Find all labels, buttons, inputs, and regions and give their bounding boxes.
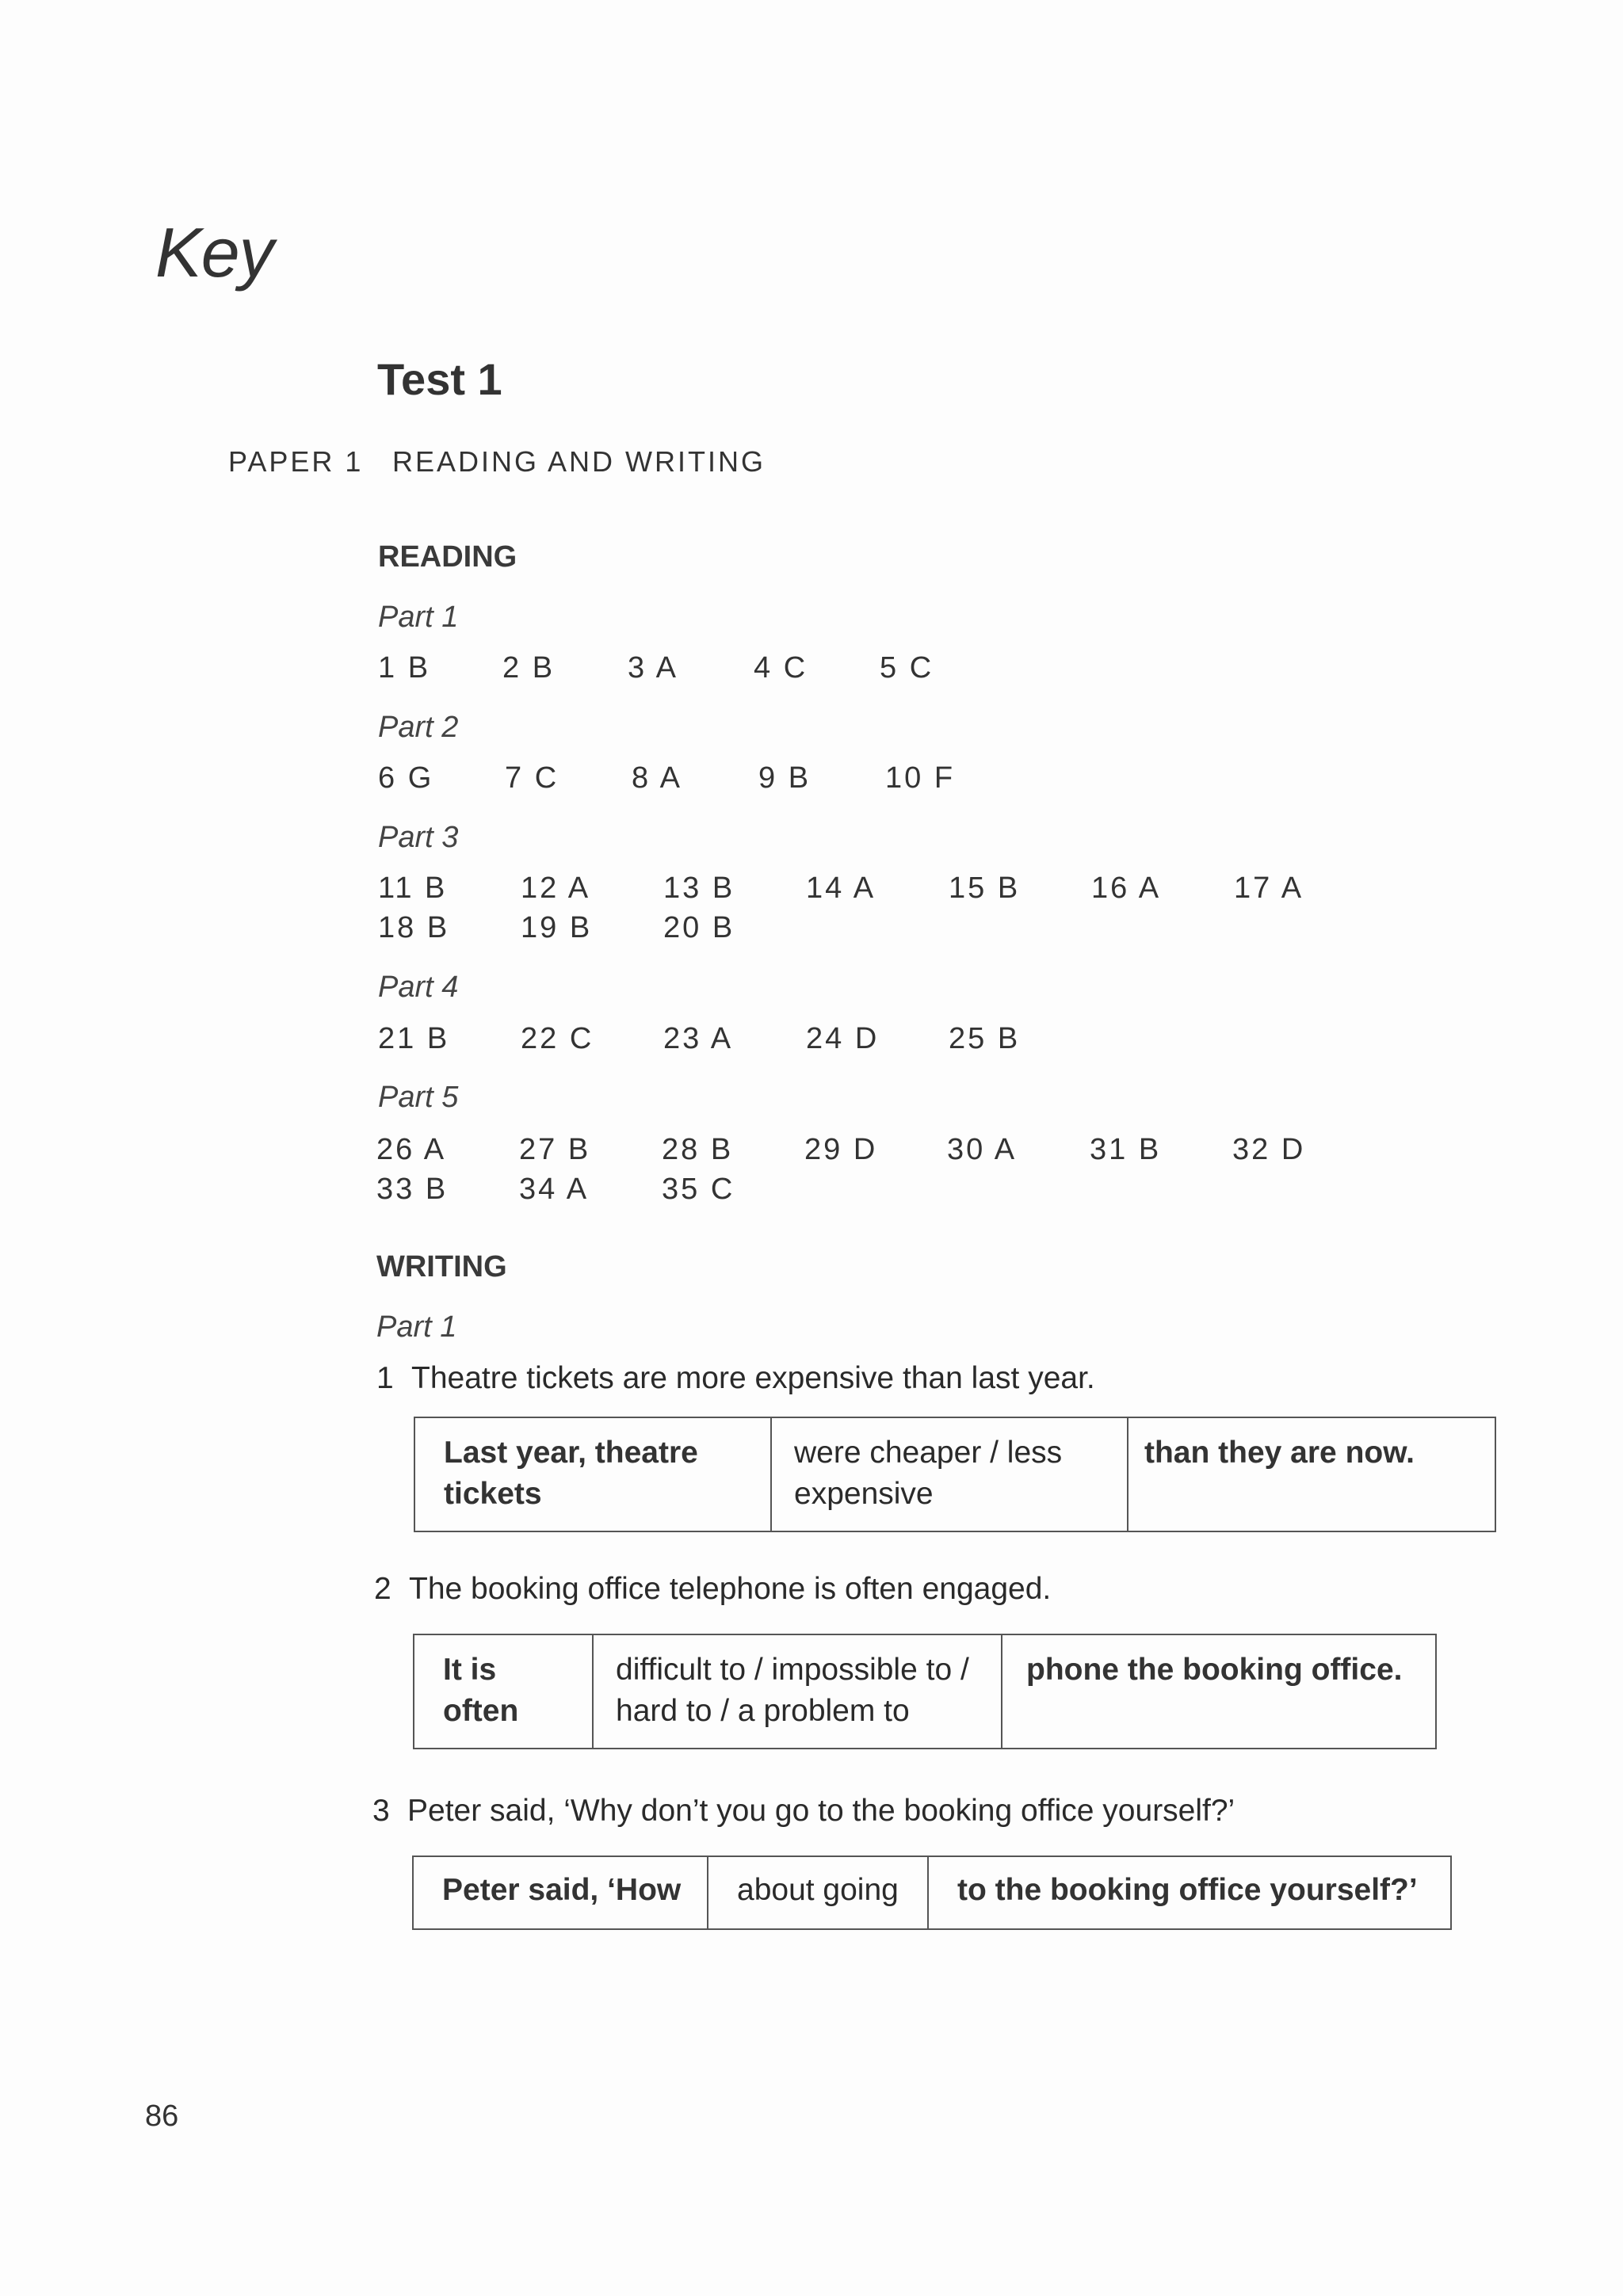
answer: 28 B bbox=[662, 1133, 734, 1166]
table-cell: Last year, theatre tickets bbox=[414, 1417, 771, 1531]
answer: 10 F bbox=[885, 761, 956, 795]
answer: 25 B bbox=[949, 1022, 1021, 1055]
answer: 17 A bbox=[1234, 871, 1304, 905]
table-cell: to the booking office yourself?’ bbox=[928, 1856, 1451, 1929]
answer: 19 B bbox=[521, 911, 593, 944]
key-heading: Key bbox=[155, 213, 273, 292]
table-cell: It is often bbox=[414, 1634, 593, 1749]
answer: 21 B bbox=[378, 1022, 450, 1055]
answer: 22 C bbox=[521, 1022, 594, 1055]
answer: 24 D bbox=[806, 1022, 880, 1055]
answer: 7 C bbox=[505, 761, 559, 795]
table-cell: difficult to / impossible to / hard to / a problem to bbox=[593, 1634, 1002, 1749]
answer: 6 G bbox=[378, 761, 434, 795]
answer: 2 B bbox=[502, 651, 556, 685]
answer: 11 B bbox=[378, 871, 448, 905]
answer: 12 A bbox=[521, 871, 591, 905]
page-number: 86 bbox=[145, 2100, 179, 2133]
answer: 27 B bbox=[519, 1133, 591, 1166]
writing-question-3 bbox=[372, 1794, 1235, 1829]
question-number: 1 bbox=[376, 1361, 394, 1395]
table-cell: phone the booking office. bbox=[1002, 1634, 1436, 1749]
reading-heading: READING bbox=[378, 540, 517, 574]
writing-part-1-label: Part 1 bbox=[376, 1310, 457, 1344]
answer: 8 A bbox=[632, 761, 682, 795]
table-cell: about going bbox=[708, 1856, 928, 1929]
paper-name: READING AND WRITING bbox=[392, 445, 766, 478]
question-sentence: Theatre tickets are more expensive than last year. bbox=[411, 1361, 1095, 1395]
answer: 20 B bbox=[663, 911, 735, 944]
table-cell: than they are now. bbox=[1128, 1417, 1495, 1531]
answer: 31 B bbox=[1090, 1133, 1162, 1166]
answer: 15 B bbox=[949, 871, 1021, 905]
answer: 35 C bbox=[662, 1173, 735, 1206]
answer: 1 B bbox=[378, 651, 431, 685]
table-cell: were cheaper / less expensive bbox=[771, 1417, 1128, 1531]
answer-table-1 bbox=[414, 1417, 1496, 1532]
writing-question-2 bbox=[374, 1572, 1051, 1607]
answer: 18 B bbox=[378, 911, 450, 944]
reading-part-4-label: Part 4 bbox=[378, 971, 459, 1004]
answer: 33 B bbox=[376, 1173, 449, 1206]
reading-part-1-label: Part 1 bbox=[378, 601, 459, 634]
reading-part-3-label: Part 3 bbox=[378, 821, 459, 854]
writing-heading: WRITING bbox=[376, 1250, 507, 1283]
answer: 14 A bbox=[806, 871, 876, 905]
writing-question-1 bbox=[376, 1361, 1095, 1396]
question-number: 2 bbox=[374, 1572, 391, 1606]
reading-part-2-label: Part 2 bbox=[378, 711, 459, 744]
answer-table-2 bbox=[413, 1634, 1437, 1749]
reading-part-5-label: Part 5 bbox=[378, 1081, 459, 1114]
answer: 9 B bbox=[758, 761, 812, 795]
answer: 4 C bbox=[754, 651, 808, 685]
question-sentence: Peter said, ‘Why don’t you go to the booking office yourself?’ bbox=[407, 1794, 1235, 1828]
answer: 13 B bbox=[663, 871, 735, 905]
test-title: Test 1 bbox=[377, 354, 502, 404]
answer: 26 A bbox=[376, 1133, 447, 1166]
question-sentence: The booking office telephone is often engaged. bbox=[409, 1572, 1052, 1606]
answer: 3 A bbox=[628, 651, 678, 685]
paper-label: PAPER 1 bbox=[228, 445, 364, 478]
question-number: 3 bbox=[372, 1794, 390, 1828]
answer: 29 D bbox=[804, 1133, 878, 1166]
answer: 34 A bbox=[519, 1173, 590, 1206]
answer: 30 A bbox=[947, 1133, 1018, 1166]
table-cell: Peter said, ‘How bbox=[413, 1856, 708, 1929]
answer: 5 C bbox=[880, 651, 934, 685]
answer-table-3 bbox=[412, 1855, 1452, 1930]
answer: 23 A bbox=[663, 1022, 734, 1055]
answer: 32 D bbox=[1232, 1133, 1306, 1166]
answer: 16 A bbox=[1091, 871, 1162, 905]
